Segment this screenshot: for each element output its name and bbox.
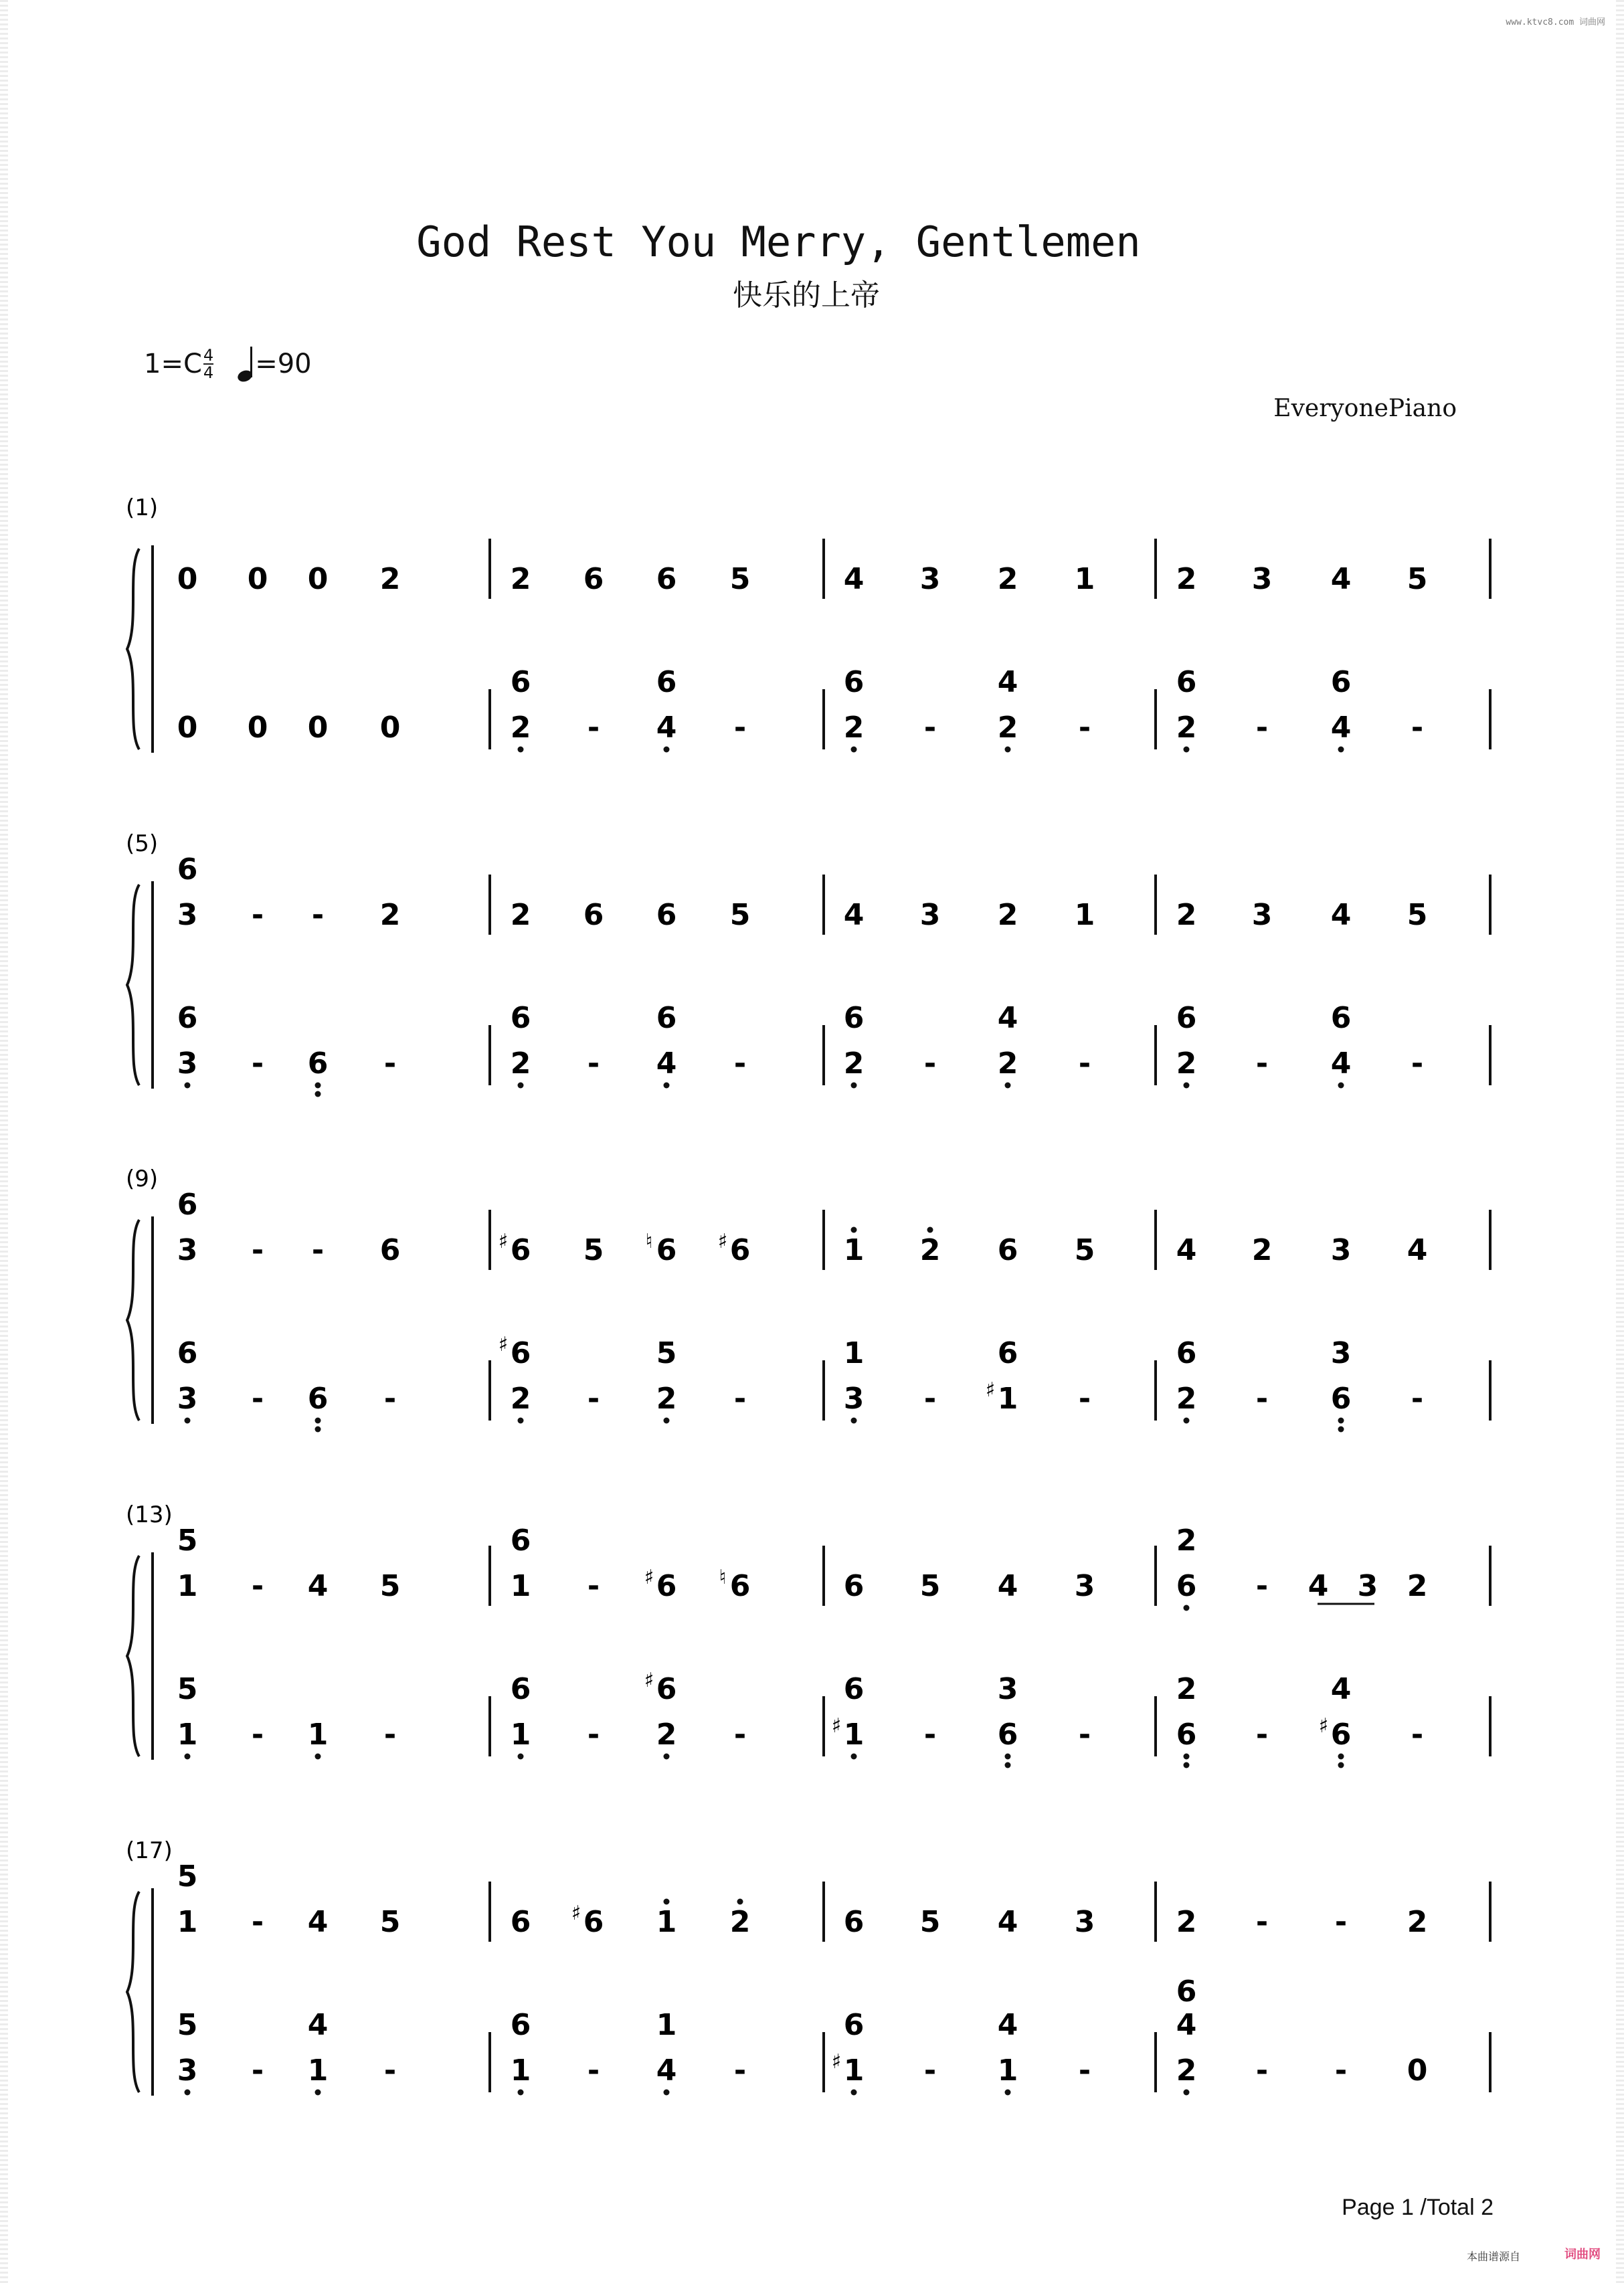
note: 4 — [656, 1046, 677, 1081]
note: 6 — [656, 562, 677, 596]
note: 4 — [843, 898, 865, 932]
note: 2 — [1176, 1046, 1197, 1081]
note: 1 — [177, 1569, 198, 1603]
note: 2 — [510, 898, 531, 932]
note: 2 — [656, 1382, 677, 1416]
chord-tone: 6 — [510, 1524, 531, 1558]
note: 3 — [177, 1046, 198, 1081]
note: 2 — [843, 1046, 865, 1081]
dash-extension: - — [1411, 1718, 1424, 1752]
note: 5 — [1407, 898, 1428, 932]
chord-tone: 1 — [843, 1336, 865, 1370]
note: 2 — [919, 1233, 941, 1267]
note: 2 — [1407, 1569, 1428, 1603]
chord-tone: 6 — [510, 1336, 531, 1370]
note: 2 — [1251, 1233, 1273, 1267]
note: 3 — [919, 562, 941, 596]
accidental: ♯ — [644, 1669, 654, 1692]
dash-extension: - — [251, 1382, 264, 1416]
note: 5 — [583, 1233, 604, 1267]
note: 5 — [379, 1905, 401, 1939]
note: 1 — [510, 2053, 531, 2088]
note: 6 — [379, 1233, 401, 1267]
dash-extension: - — [587, 711, 600, 745]
note: 6 — [1176, 1569, 1197, 1603]
note: 5 — [729, 898, 751, 932]
low-octave-dot — [315, 2090, 321, 2096]
note: 5 — [919, 1569, 941, 1603]
note: 1 — [307, 1718, 329, 1752]
note: 2 — [997, 562, 1018, 596]
note: 4 — [1330, 562, 1352, 596]
low-octave-dot — [851, 1754, 857, 1760]
note: 1 — [656, 1905, 677, 1939]
note: 0 — [307, 562, 329, 596]
dash-extension: - — [923, 1046, 937, 1081]
note: 2 — [843, 711, 865, 745]
dash-extension: - — [251, 1569, 264, 1603]
note: 1 — [177, 1718, 198, 1752]
dash-extension: - — [1255, 1905, 1269, 1939]
dash-extension: - — [1078, 2053, 1091, 2088]
note: 1 — [843, 1233, 865, 1267]
dash-extension: - — [733, 711, 747, 745]
note: 4 — [656, 711, 677, 745]
dash-extension: - — [923, 2053, 937, 2088]
accidental: ♯ — [1318, 1714, 1329, 1738]
dash-extension: - — [1255, 711, 1269, 745]
note: 3 — [177, 1382, 198, 1416]
note: 2 — [1176, 562, 1197, 596]
note: 1 — [997, 1382, 1018, 1416]
chord-tone: 6 — [1176, 665, 1197, 699]
accidental: ♯ — [985, 1378, 996, 1402]
low-octave-dot — [1184, 1754, 1190, 1760]
dash-extension: - — [251, 898, 264, 932]
note: 0 — [177, 562, 198, 596]
note: 3 — [177, 2053, 198, 2088]
note: 5 — [1407, 562, 1428, 596]
low-octave-dot — [518, 2090, 524, 2096]
note: 3 — [919, 898, 941, 932]
note: 6 — [307, 1046, 329, 1081]
note: 1 — [843, 2053, 865, 2088]
note: 3 — [1330, 1233, 1352, 1267]
score-title: God Rest You Merry, Gentlemen — [416, 217, 1141, 266]
chord-tone: 6 — [177, 1188, 198, 1222]
note: 0 — [307, 711, 329, 745]
low-octave-dot — [1338, 1418, 1344, 1424]
tempo-value: =90 — [255, 349, 312, 379]
chord-tone: 5 — [177, 1524, 198, 1558]
low-octave-dot — [1005, 2090, 1011, 2096]
note: 6 — [843, 1569, 865, 1603]
chord-tone: 6 — [843, 2008, 865, 2042]
note: 3 — [843, 1382, 865, 1416]
chord-tone: 2 — [1176, 1524, 1197, 1558]
note: 4 — [997, 1569, 1018, 1603]
chord-tone: 4 — [1330, 1672, 1352, 1706]
dash-extension: - — [1255, 2053, 1269, 2088]
note: 1 — [997, 2053, 1018, 2088]
note: 4 — [843, 562, 865, 596]
low-octave-dot — [315, 1083, 321, 1089]
low-octave-dot — [518, 1418, 524, 1424]
note: 6 — [1330, 1382, 1352, 1416]
note: 2 — [379, 898, 401, 932]
dash-extension: - — [251, 2053, 264, 2088]
note: 2 — [510, 562, 531, 596]
accidental: ♯ — [498, 1230, 509, 1253]
dash-extension: - — [1255, 1382, 1269, 1416]
note: 6 — [729, 1569, 751, 1603]
chord-tone: 4 — [997, 665, 1018, 699]
note: 4 — [1330, 898, 1352, 932]
chord-tone: 4 — [997, 2008, 1018, 2042]
measure-number: (9) — [126, 1166, 159, 1192]
low-octave-dot — [1338, 1754, 1344, 1760]
note: 3 — [1251, 898, 1273, 932]
note: 0 — [247, 562, 268, 596]
note: 5 — [919, 1905, 941, 1939]
system-brace — [127, 1556, 139, 1756]
chord-tone: 5 — [656, 1336, 677, 1370]
note: 6 — [997, 1718, 1018, 1752]
accidental: ♯ — [571, 1902, 581, 1925]
chord-tone: 2 — [1176, 1672, 1197, 1706]
note: 2 — [997, 711, 1018, 745]
dash-extension: - — [383, 1718, 397, 1752]
chord-tone: 6 — [510, 1672, 531, 1706]
dash-extension: - — [587, 2053, 600, 2088]
dash-extension: - — [923, 1718, 937, 1752]
note: 4 — [1407, 1233, 1428, 1267]
dash-extension: - — [383, 2053, 397, 2088]
low-octave-dot — [185, 1418, 191, 1424]
note: 2 — [1176, 1382, 1197, 1416]
high-octave-dot — [927, 1227, 933, 1233]
note: 1 — [1074, 898, 1095, 932]
dash-extension: - — [311, 1233, 325, 1267]
low-octave-dot — [518, 747, 524, 753]
chord-tone: 6 — [1330, 1001, 1352, 1035]
dash-extension: - — [251, 1718, 264, 1752]
chord-tone: 6 — [656, 1001, 677, 1035]
low-octave-dot — [1184, 1083, 1190, 1089]
note: 0 — [247, 711, 268, 745]
low-octave-dot — [518, 1754, 524, 1760]
note: 1 — [1074, 562, 1095, 596]
dash-extension: - — [1078, 1718, 1091, 1752]
note: 6 — [997, 1233, 1018, 1267]
note: 3 — [1074, 1905, 1095, 1939]
dash-extension: - — [251, 1233, 264, 1267]
score-subtitle: 快乐的上帝 — [733, 278, 880, 312]
note: 4 — [1330, 711, 1352, 745]
low-octave-dot — [1338, 1083, 1344, 1089]
note: 6 — [307, 1382, 329, 1416]
note: 1 — [307, 2053, 329, 2088]
low-octave-dot — [1184, 747, 1190, 753]
dash-extension: - — [923, 1382, 937, 1416]
page-number: Page 1 /Total 2 — [1342, 2195, 1494, 2220]
accidental: ♯ — [831, 1714, 842, 1738]
note: 3 — [177, 898, 198, 932]
dash-extension: - — [923, 711, 937, 745]
low-octave-dot — [315, 1427, 321, 1433]
note: 6 — [510, 1233, 531, 1267]
chord-tone: 4 — [997, 1001, 1018, 1035]
dash-extension: - — [251, 1905, 264, 1939]
note: 6 — [843, 1905, 865, 1939]
chord-tone: 6 — [1176, 1975, 1197, 2009]
low-octave-dot — [1338, 747, 1344, 753]
chord-tone: 6 — [1176, 1336, 1197, 1370]
note: 1 — [510, 1569, 531, 1603]
time-numerator: 4 — [203, 346, 214, 365]
dash-extension: - — [587, 1718, 600, 1752]
dash-extension: - — [311, 898, 325, 932]
system-brace — [127, 549, 139, 749]
dash-extension: - — [383, 1382, 397, 1416]
note: 2 — [510, 1046, 531, 1081]
note: 1 — [843, 1718, 865, 1752]
note: 5 — [729, 562, 751, 596]
time-denominator: 4 — [203, 363, 214, 382]
low-octave-dot — [315, 1754, 321, 1760]
low-octave-dot — [851, 1418, 857, 1424]
top-reference: www.ktvc8.com 词曲网 — [1506, 17, 1605, 27]
dash-extension: - — [1334, 1905, 1348, 1939]
note: 2 — [997, 898, 1018, 932]
low-octave-dot — [1338, 1762, 1344, 1768]
note: 3 — [1251, 562, 1273, 596]
low-octave-dot — [1184, 2090, 1190, 2096]
note: 4 — [1176, 1233, 1197, 1267]
low-octave-dot — [664, 1418, 670, 1424]
low-octave-dot — [518, 1083, 524, 1089]
dash-extension: - — [1334, 2053, 1348, 2088]
chord-tone: 6 — [177, 852, 198, 887]
low-octave-dot — [1005, 1754, 1011, 1760]
key-signature: 1=C — [144, 349, 202, 379]
chord-tone: 6 — [510, 2008, 531, 2042]
low-octave-dot — [1338, 1427, 1344, 1433]
note: 4 — [997, 1905, 1018, 1939]
dash-extension: - — [733, 1382, 747, 1416]
chord-tone: 6 — [510, 1001, 531, 1035]
dash-extension: - — [733, 1718, 747, 1752]
low-octave-dot — [1005, 747, 1011, 753]
measure-number: (5) — [126, 830, 159, 857]
high-octave-dot — [737, 1899, 743, 1905]
low-octave-dot — [851, 1083, 857, 1089]
dash-extension: - — [1255, 1718, 1269, 1752]
system-brace — [127, 885, 139, 1085]
accidental: ♯ — [831, 2050, 842, 2074]
dash-extension: - — [1078, 1382, 1091, 1416]
low-octave-dot — [185, 1754, 191, 1760]
note: 1 — [177, 1905, 198, 1939]
chord-tone: 6 — [843, 1672, 865, 1706]
low-octave-dot — [315, 1091, 321, 1097]
high-octave-dot — [851, 1227, 857, 1233]
note: 2 — [1176, 2053, 1197, 2088]
low-octave-dot — [851, 747, 857, 753]
note: 2 — [997, 1046, 1018, 1081]
accidental: ♯ — [498, 1333, 509, 1356]
arranger: EveryonePiano — [1273, 395, 1457, 422]
note: 6 — [656, 1233, 677, 1267]
footer-logo: 词曲网 — [1564, 2248, 1601, 2262]
low-octave-dot — [315, 1418, 321, 1424]
note: 4 — [307, 1905, 329, 1939]
low-octave-dot — [185, 2090, 191, 2096]
chord-tone: 6 — [177, 1336, 198, 1370]
accidental: ♮ — [645, 1230, 653, 1253]
note: 4 — [1330, 1046, 1352, 1081]
chord-tone: 5 — [177, 1859, 198, 1894]
chord-tone: 1 — [656, 2008, 677, 2042]
dash-extension: - — [1078, 1046, 1091, 1081]
note: 6 — [656, 898, 677, 932]
note: 3 — [1074, 1569, 1095, 1603]
low-octave-dot — [664, 2090, 670, 2096]
low-octave-dot — [1184, 1605, 1190, 1611]
dash-extension: - — [587, 1046, 600, 1081]
note: 0 — [177, 711, 198, 745]
note: 2 — [379, 562, 401, 596]
note: 2 — [510, 1382, 531, 1416]
dash-extension: - — [733, 2053, 747, 2088]
note: 5 — [379, 1569, 401, 1603]
chord-tone: 6 — [1176, 1001, 1197, 1035]
dash-extension: - — [1411, 1382, 1424, 1416]
dash-extension: - — [251, 1046, 264, 1081]
note: 6 — [583, 898, 604, 932]
low-octave-dot — [185, 1083, 191, 1089]
note: 2 — [729, 1905, 751, 1939]
chord-tone: 4 — [1176, 2008, 1197, 2042]
note: 6 — [729, 1233, 751, 1267]
measure-number: (1) — [126, 494, 159, 521]
accidental: ♮ — [719, 1566, 727, 1589]
note: 6 — [583, 1905, 604, 1939]
dash-extension: - — [383, 1046, 397, 1081]
chord-tone: 4 — [307, 2008, 329, 2042]
chord-tone: 6 — [656, 665, 677, 699]
chord-tone: 6 — [997, 1336, 1018, 1370]
dash-extension: - — [1255, 1569, 1269, 1603]
note: 6 — [583, 562, 604, 596]
note: 1 — [510, 1718, 531, 1752]
dash-extension: - — [1411, 711, 1424, 745]
low-octave-dot — [1005, 1083, 1011, 1089]
note: 0 — [379, 711, 401, 745]
note: 5 — [1074, 1233, 1095, 1267]
note: 2 — [656, 1718, 677, 1752]
system-brace — [127, 1892, 139, 2092]
system-brace — [127, 1220, 139, 1421]
low-octave-dot — [664, 1083, 670, 1089]
note: 2 — [1176, 1905, 1197, 1939]
chord-tone: 5 — [177, 1672, 198, 1706]
note: 6 — [510, 1905, 531, 1939]
dash-extension: - — [733, 1046, 747, 1081]
measure-number: (13) — [126, 1501, 173, 1528]
accidental: ♯ — [644, 1566, 654, 1589]
low-octave-dot — [664, 1754, 670, 1760]
note: 2 — [1176, 898, 1197, 932]
low-octave-dot — [1184, 1418, 1190, 1424]
chord-tone: 5 — [177, 2008, 198, 2042]
note: 3 — [177, 1233, 198, 1267]
dash-extension: - — [587, 1569, 600, 1603]
measure-number: (17) — [126, 1837, 173, 1864]
chord-tone: 6 — [843, 665, 865, 699]
note: 6 — [656, 1569, 677, 1603]
note: 2 — [1176, 711, 1197, 745]
low-octave-dot — [1184, 1762, 1190, 1768]
chord-tone: 3 — [1330, 1336, 1352, 1370]
dash-extension: - — [587, 1382, 600, 1416]
note: 2 — [510, 711, 531, 745]
accidental: ♯ — [717, 1230, 728, 1253]
low-octave-dot — [851, 2090, 857, 2096]
note: 0 — [1407, 2053, 1428, 2088]
note: 4 — [307, 1569, 329, 1603]
chord-tone: 6 — [843, 1001, 865, 1035]
dash-extension: - — [1411, 1046, 1424, 1081]
note: 6 — [1330, 1718, 1352, 1752]
low-octave-dot — [1005, 1762, 1011, 1768]
beamed-note-pair: 4 3 — [1307, 1569, 1388, 1603]
high-octave-dot — [664, 1899, 670, 1905]
dash-extension: - — [1255, 1046, 1269, 1081]
chord-tone: 6 — [1330, 665, 1352, 699]
note: 2 — [1407, 1905, 1428, 1939]
low-octave-dot — [664, 747, 670, 753]
note: 4 — [656, 2053, 677, 2088]
dash-extension: - — [1078, 711, 1091, 745]
chord-tone: 6 — [656, 1672, 677, 1706]
chord-tone: 6 — [510, 665, 531, 699]
chord-tone: 6 — [177, 1001, 198, 1035]
chord-tone: 3 — [997, 1672, 1018, 1706]
note: 6 — [1176, 1718, 1197, 1752]
footer-source-note: 本曲谱源自 — [1466, 2250, 1520, 2263]
